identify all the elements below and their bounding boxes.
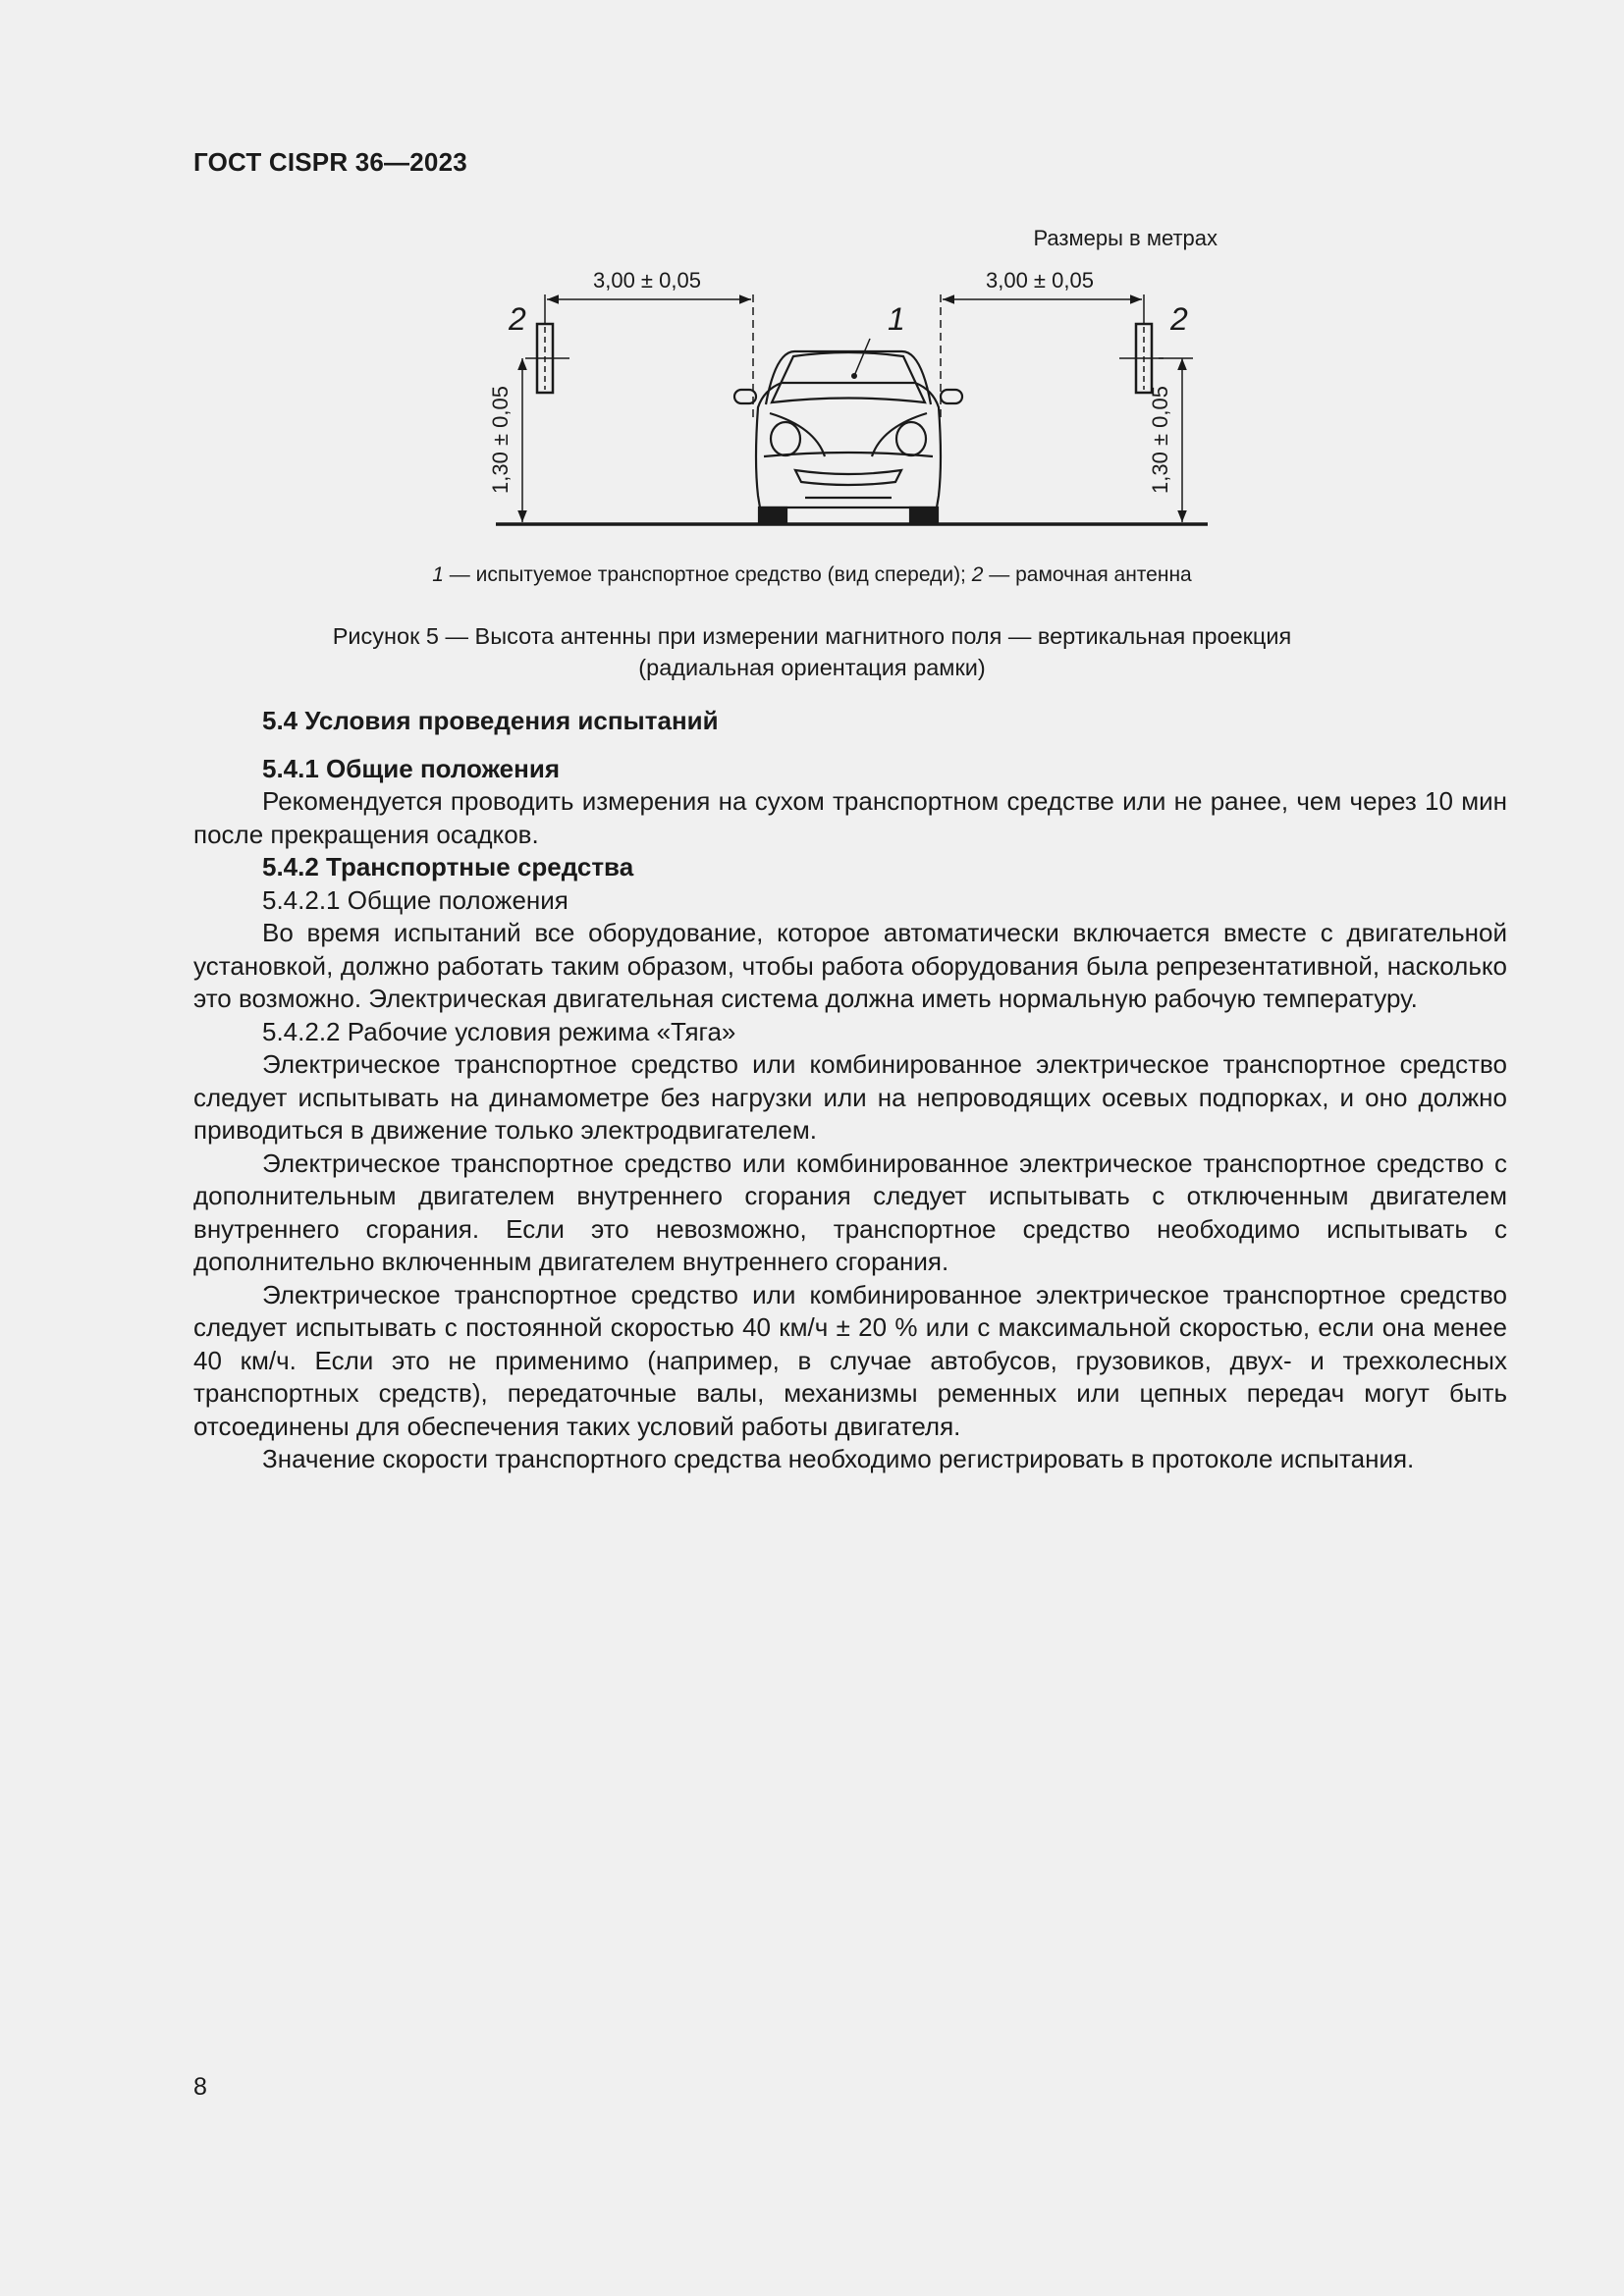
body-text [193, 705, 1507, 1476]
dim-right-horizontal-label: 3,00 ± 0,05 [986, 268, 1094, 293]
paragraph: Рекомендуется проводить измерения на сухом транспортном средстве или не ранее, чем через 10 мин после прекращения осадков. [193, 786, 1507, 849]
subsection-heading-5-4-2: 5.4.2 Транспортные средства [262, 852, 634, 881]
figure-units-note: Размеры в метрах [1033, 226, 1218, 250]
document-header: ГОСТ CISPR 36—2023 [193, 147, 467, 177]
legend-text-2: — рамочная антенна [983, 563, 1192, 586]
callout-antenna-right: 2 [1170, 301, 1188, 337]
paragraph: Электрическое транспортное средство или комбинированное электрическое транспортное средство с дополнительным двигателем внутреннего сгорания следует испытывать с отключенным двигателем внутреннего сгорания. Если это невозможно, транспортное средство необходимо испытывать с дополнительно включенным двигателем внутреннего сгорания. [193, 1148, 1507, 1276]
callout-vehicle: 1 [888, 301, 905, 337]
dim-right-vertical-label: 1,30 ± 0,05 [1148, 386, 1172, 494]
paragraph: Электрическое транспортное средство или комбинированное электрическое транспортное средство следует испытывать на динамометре без нагрузки или на непроводящих осевых подпорках, и оно должно приводиться в движение только электродвигателем. [193, 1049, 1507, 1145]
paragraph: Значение скорости транспортного средства необходимо регистрировать в протоколе испытания. [262, 1444, 1415, 1473]
vehicle-front-view [734, 351, 962, 523]
figure-drawing [471, 221, 1218, 535]
paragraph: Электрическое транспортное средство или комбинированное электрическое транспортное средство следует испытывать с постоянной скоростью 40 км/ч ± 20 % или с максимальной скоростью, если она менее 40 км/ч. Если это не применимо (например, в случае автобусов, грузовиков, двух- и трехколесных транспортных средств), передаточные валы, механизмы ременных или цепных передач могут быть отсоединены для обеспечения таких условий работы двигателя. [193, 1279, 1507, 1441]
caption-line-1: Рисунок 5 — Высота антенны при измерении магнитного поля — вертикальная проекция [332, 623, 1292, 649]
legend-key-2: 2 [971, 563, 984, 586]
dim-left-vertical-label: 1,30 ± 0,05 [488, 386, 513, 494]
paragraph: Во время испытаний все оборудование, которое автоматически включается вместе с двигательной установкой, должно работать таким образом, чтобы работа оборудования была репрезентативной, насколько это возможно. Электрическая двигательная система должна иметь нормальную рабочую температуру. [193, 918, 1507, 1013]
clause-heading-5-4-2-2: 5.4.2.2 Рабочие условия режима «Тяга» [262, 1016, 736, 1046]
legend-text-1: — испытуемое транспортное средство (вид спереди); [443, 563, 972, 586]
page-number: 8 [193, 2073, 207, 2101]
caption-line-2: (радиальная ориентация рамки) [638, 655, 986, 680]
figure-legend [0, 563, 1624, 587]
figure-antenna-height [471, 221, 1218, 535]
section-heading-5-4: 5.4 Условия проведения испытаний [262, 706, 719, 735]
subsection-heading-5-4-1: 5.4.1 Общие положения [262, 753, 560, 783]
figure-caption [0, 620, 1624, 683]
dim-left-horizontal-label: 3,00 ± 0,05 [593, 268, 701, 293]
legend-key-1: 1 [432, 563, 444, 586]
callout-antenna-left: 2 [509, 301, 526, 337]
clause-heading-5-4-2-1: 5.4.2.1 Общие положения [262, 884, 568, 915]
